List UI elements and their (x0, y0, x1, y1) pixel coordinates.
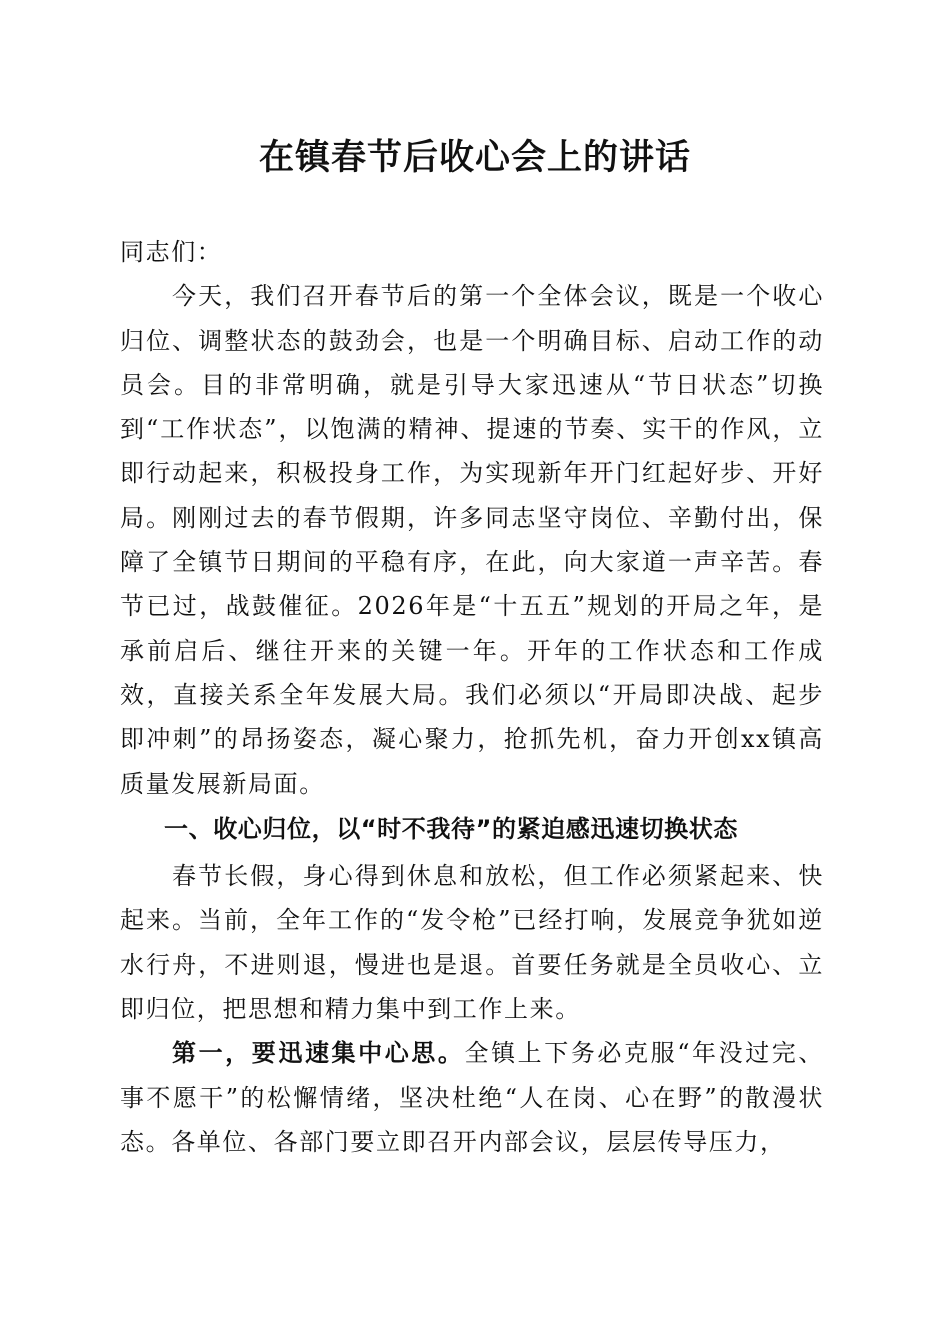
greeting: 同志们： (120, 238, 223, 266)
document-title: 在镇春节后收心会上的讲话 (258, 137, 691, 178)
paragraph-section1-body: 春节长假，身心得到休息和放松，但工作必须紧起来、快起来。当前，全年工作的“发令枪”已经打响，发展竞争犹如逆水行舟，不进则退，慢进也是退。首要任务就是全员收心、立即归位，把思想和精力集中到工作上来。 (120, 862, 824, 1024)
document-body (120, 230, 824, 1164)
section-heading-1: 一、收心归位，以“时不我待”的紧迫感迅速切换状态 (164, 814, 738, 843)
paragraph-point-1 (120, 1031, 824, 1164)
point-1-text: 全镇上下务必克服“年没过完、事不愿干”的松懈情绪，坚决杜绝“人在岗、心在野”的散漫状态。各单位、各部门要立即召开内部会议，层层传导压力， (120, 1039, 825, 1156)
paragraph-intro: 今天，我们召开春节后的第一个全体会议，既是一个收心归位、调整状态的鼓劲会，也是一个明确目标、启动工作的动员会。目的非常明确，就是引导大家迅速从“节日状态”切换到“工作状态”，以饱满的精神、提速的节奏、实干的作风，立即行动起来，积极投身工作，为实现新年开门红起好步、开好局。刚刚过去的春节假期，许多同志坚守岗位、辛勤付出，保障了全镇节日期间的平稳有序，在此，向大家道一声辛苦。春节已过，战鼓催征。2026年是“十五五”规划的开局之年，是承前启后、继往开来的关键一年。开年的工作状态和工作成效，直接关系全年发展大局。我们必须以“开局即决战、起步即冲刺”的昂扬姿态，凝心聚力，抢抓先机，奋力开创xx镇高质量发展新局面。 (120, 282, 824, 798)
point-1-lead: 第一，要迅速集中心思。 (172, 1038, 465, 1068)
